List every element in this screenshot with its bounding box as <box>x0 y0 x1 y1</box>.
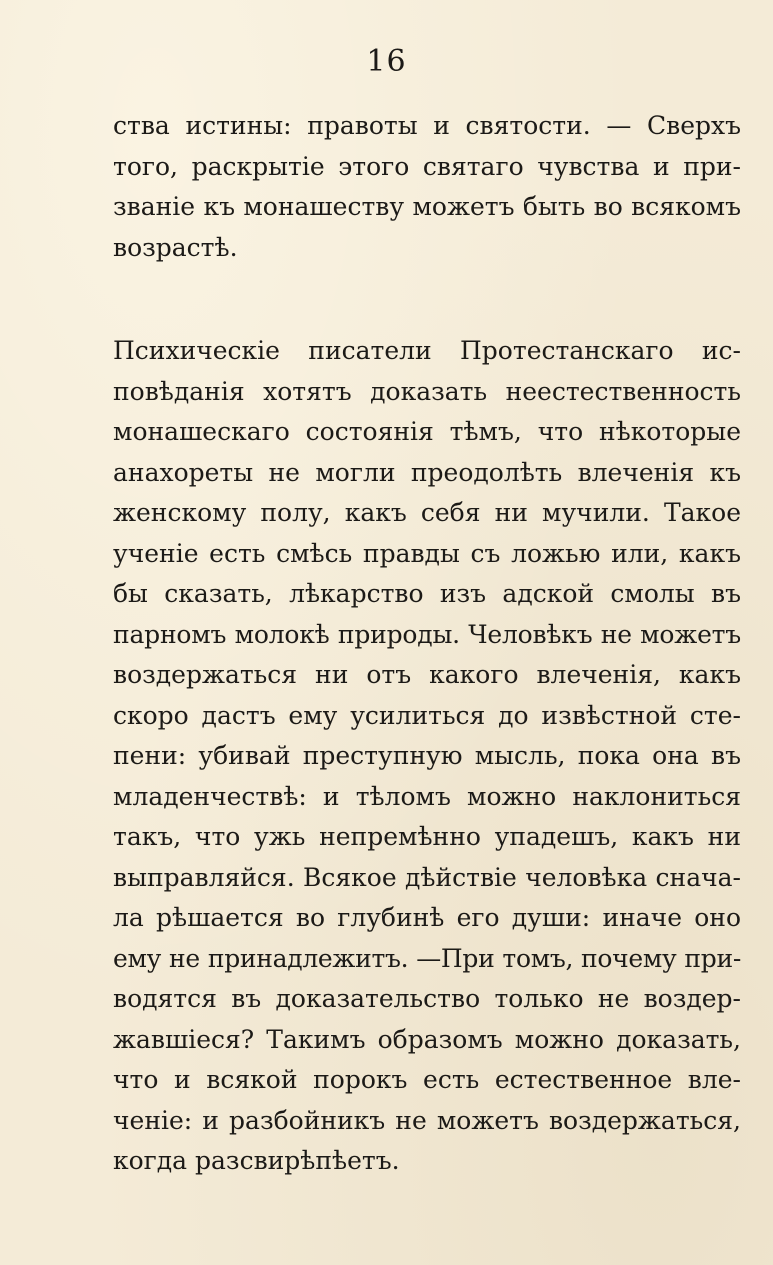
text-line: бы сказать, лѣкарство изъ адской смолы въ <box>113 579 741 608</box>
text-line: что и всякой порокъ есть естественное вле- <box>113 1065 741 1094</box>
text-line: такъ, что ужь непремѣнно упадешъ, какъ ни <box>113 822 741 851</box>
text-line: когда разсвирѣпѣетъ. <box>113 1146 400 1175</box>
text-line: ства истины: правоты и святости. — Сверхъ <box>113 111 741 140</box>
text-line: ученіе есть смѣсь правды съ ложью или, какъ <box>113 538 741 568</box>
text-line: повѣданія хотятъ доказать неестественность <box>113 376 741 406</box>
text-line: младенчествѣ: и тѣломъ можно наклониться <box>113 781 741 811</box>
text-line: того, раскрытіе этого святаго чувства и при- <box>113 151 741 181</box>
text-line: скоро дастъ ему усилиться до извѣстной сте- <box>113 700 741 730</box>
paragraph-1 <box>113 106 741 268</box>
paragraph-2 <box>113 331 741 1182</box>
text-line: выправляйся. Всякое дѣйствіе человѣка снача- <box>113 862 741 892</box>
page-number: 16 <box>366 44 407 79</box>
text-line: Психическіе писатели Протестанскаго ис- <box>113 336 741 365</box>
text-line: ла рѣшается во глубинѣ его души: иначе оно <box>113 903 741 932</box>
text-line: пени: убивай преступную мысль, пока она въ <box>113 741 741 770</box>
text-line: анахореты не могли преодолѣть влеченія къ <box>113 457 741 487</box>
text-line: ченіе: и разбойникъ не можетъ воздержаться, <box>113 1105 741 1135</box>
text-line: возрастѣ. <box>113 232 238 262</box>
text-line: ему не принадлежитъ. —При томъ, почему при- <box>113 943 741 973</box>
text-line: парномъ молокѣ природы. Человѣкъ не можетъ <box>113 619 741 649</box>
text-line: монашескаго состоянія тѣмъ, что нѣкоторые <box>113 417 741 446</box>
text-line: званіе къ монашеству можетъ быть во всякомъ <box>113 192 741 221</box>
text-line: воздержаться ни отъ какого влеченія, какъ <box>113 660 741 689</box>
text-line: женскому полу, какъ себя ни мучили. Такое <box>113 498 741 527</box>
text-line: водятся въ доказательство только не воздер- <box>113 984 741 1013</box>
text-line: жавшіеся? Такимъ образомъ можно доказать, <box>113 1024 741 1054</box>
